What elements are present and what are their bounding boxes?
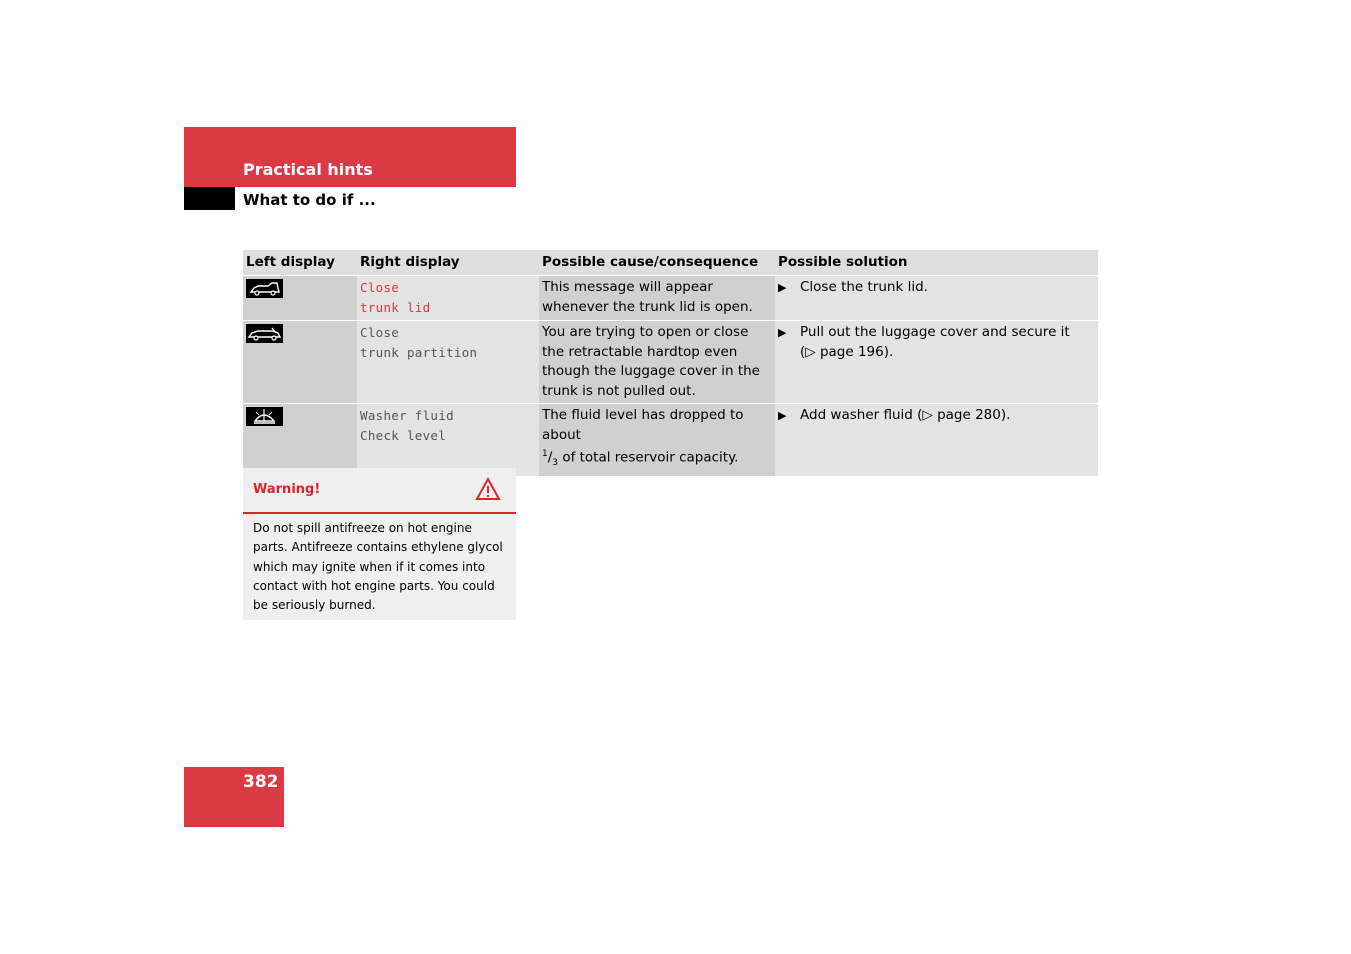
warning-title: Warning!	[253, 482, 321, 497]
section-title: Practical hints	[243, 160, 373, 179]
table-header-row	[243, 250, 1098, 276]
left-display-cell	[243, 404, 357, 476]
right-display-line: Close	[360, 280, 400, 295]
right-display-line: trunk partition	[360, 344, 478, 360]
right-display-line: Washer fluid	[360, 408, 454, 423]
right-display-cell	[357, 276, 539, 321]
warning-header	[243, 468, 516, 514]
cause-cell: This message will appear whenever the trunk lid is open.	[539, 276, 775, 321]
table-row	[243, 404, 1098, 476]
solution-cell	[775, 276, 1098, 321]
page-number: 382	[243, 772, 279, 792]
solution-text: Add washer fluid (▷ page 280).	[800, 407, 1011, 423]
cause-text: The fluid level has dropped to about	[542, 407, 744, 443]
fraction-denominator: 3	[552, 458, 559, 469]
washer-fluid-icon	[246, 407, 283, 426]
cause-cell: The fluid level has dropped to about $^1/_3$ of total reservoir capacity.	[539, 404, 775, 476]
solution-text: Close the trunk lid.	[800, 279, 928, 295]
page-reference: (▷ page 196).	[800, 343, 894, 360]
cause-text: of total reservoir capacity.	[558, 449, 739, 466]
warning-text: Do not spill antifreeze on hot engine parts. Antifreeze contains ethylene glycol which may ignite when if it comes into contact with hot engine parts. You could be seriously burned.	[253, 521, 503, 613]
subsection-title: What to do if ...	[243, 191, 376, 209]
trunk-partition-icon	[246, 324, 283, 343]
left-display-cell	[243, 321, 357, 404]
trunk-open-icon	[246, 279, 283, 298]
fraction-numerator: 1	[542, 449, 548, 459]
table-row	[243, 321, 1098, 404]
col-header-right-display: Right display	[357, 250, 539, 276]
section-marker	[184, 187, 235, 210]
left-display-cell	[243, 276, 357, 321]
col-header-left-display: Left display	[243, 250, 357, 276]
display-messages-table	[243, 250, 1098, 476]
right-display-cell	[357, 321, 539, 404]
warning-triangle-icon	[475, 477, 501, 505]
bullet-arrow-icon: ▶	[778, 326, 787, 339]
table-row	[243, 276, 1098, 321]
col-header-cause: Possible cause/consequence	[539, 250, 775, 276]
right-display-line: Check level	[360, 427, 447, 443]
bullet-arrow-icon: ▶	[778, 281, 787, 294]
right-display-line: trunk lid	[360, 299, 431, 315]
solution-cell	[775, 404, 1098, 476]
col-header-solution: Possible solution	[775, 250, 1098, 276]
right-display-cell	[357, 404, 539, 476]
right-display-line: Close	[360, 325, 400, 340]
bullet-arrow-icon: ▶	[778, 409, 787, 422]
solution-cell	[775, 321, 1098, 404]
warning-box	[243, 468, 516, 620]
solution-text: Pull out the luggage cover and secure it	[800, 324, 1070, 340]
cause-cell: You are trying to open or close the retractable hardtop even though the luggage cover in the trunk is not pulled out.	[539, 321, 775, 404]
